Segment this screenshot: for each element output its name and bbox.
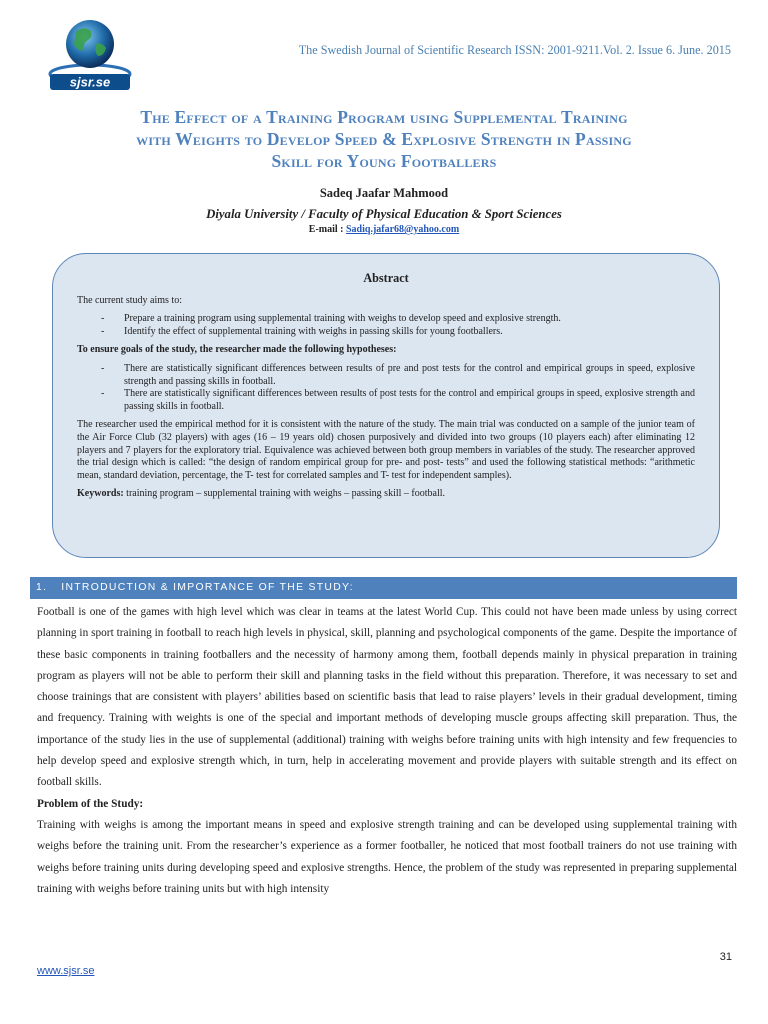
website-link[interactable]: www.sjsr.se: [37, 965, 95, 977]
title-line-3: Skill for Young Footballers: [271, 151, 497, 171]
section-title: INTRODUCTION & IMPORTANCE OF THE STUDY:: [61, 582, 354, 593]
aims-list: [77, 313, 695, 338]
list-item: - There are statistically significant differences between results of pre and post tests for the control and empirical groups in speed, explosive strength and passing skills in football.: [101, 362, 695, 387]
journal-header: The Swedish Journal of Scientific Research ISSN: 2001-9211.Vol. 2. Issue 6. June. 2015: [298, 43, 731, 57]
abstract-method: The researcher used the empirical method for it is consistent with the nature of the study. The main trial was conducted on a sample of the junior team of the Air Force Club (32 players) with ages (16 – 19 years old) chosen purposively and divided into two groups (10 players each) after eliminating 12 players and 7 players for the exploratory trial. Equivalence was achieved between both group members in variables of the study. The researcher approved the trial design which is called: “the design of random empirical group for pre- and post- tests” and used the following statistical methods: “arithmetic mean, standard deviation, percentage, the T- test for correlated samples and T- test for independent samples).: [77, 419, 695, 481]
section-heading-bar: [30, 577, 737, 599]
abstract-keywords: [77, 488, 695, 501]
section-number: 1.: [36, 582, 48, 593]
email-label: E-mail :: [308, 224, 344, 235]
keywords-label: Keywords:: [77, 488, 124, 500]
abstract-box: [52, 253, 720, 558]
paper-title: [40, 106, 728, 172]
globe-logo-icon: [38, 14, 142, 94]
problem-paragraph: Training with weighs is among the important means in speed and explosive strength training and can be developed using supplemental training with weighs before the training unit. From the researcher’s experience as a former footballer, he noticed that most football trainers do not use training with weighs before training units during developing speed and explosive strengths. Hence, the problem of the study was represented in preparing supplemental training with weighs before training units but with high intensity: [37, 818, 737, 895]
abstract-intro: The current study aims to:: [77, 294, 182, 306]
list-item: - Identify the effect of supplemental training with weighs in passing skills for young footballers.: [101, 325, 503, 337]
intro-paragraph: Football is one of the games with high level which was clear in teams at the latest World Cup. This could not have been made unless by using correct planning in sport training in football to reach high levels in physical, skill, planning and psychological components of the game. Despite the importance of these basic components in training footballers and the necessity of harmony among them, football depends mainly in physical preparation in training program as players will not be able to perform their skill and planning tasks in the field without this preparation. Therefore, it was necessary to set and choose trainings that are consistent with players’ abilities based on scientific basis that lead to raise players’ levels in their gradual development, timing and frequency. Training with weights is one of the special and important methods of developing muscle groups affecting skill preparation. Thus, the importance of the study lies in the use of supplemental (additional) training with weighs before training units with high intensity and few frequencies to help develop speed and explosive strength which, in turn, help in accelerating movement and provide players with suitable strength and its effect on football skills.: [37, 606, 737, 789]
page-number: 31: [719, 951, 732, 963]
journal-logo: [38, 14, 142, 94]
abstract-heading: Abstract: [363, 271, 409, 285]
author-name: Sadeq Jaafar Mahmood: [319, 186, 449, 200]
title-line-1: The Effect of a Training Program using Supplemental Training: [140, 107, 628, 127]
list-item: - There are statistically significant differences between results of post tests for the control and empirical groups in speed, explosive strength and passing skills in football.: [101, 388, 695, 412]
problem-heading: Problem of the Study:: [37, 797, 144, 810]
list-item: - Prepare a training program using supplemental training with weighs to develop speed and explosive strength.: [101, 313, 561, 325]
logo-text: sjsr.se: [69, 74, 111, 90]
body-text: [37, 602, 737, 900]
hypotheses-list: [77, 363, 695, 413]
author-affiliation: Diyala University / Faculty of Physical Education & Sport Sciences: [206, 207, 562, 221]
author-email-line: [0, 224, 768, 235]
keywords-text: training program – supplemental training with weighs – passing skill – football.: [126, 488, 446, 500]
hypotheses-heading: To ensure goals of the study, the researcher made the following hypotheses:: [77, 344, 397, 356]
title-line-2: with Weights to Develop Speed & Explosive Strength in Passing: [136, 129, 632, 149]
email-link[interactable]: Sadiq.jafar68@yahoo.com: [346, 224, 460, 235]
